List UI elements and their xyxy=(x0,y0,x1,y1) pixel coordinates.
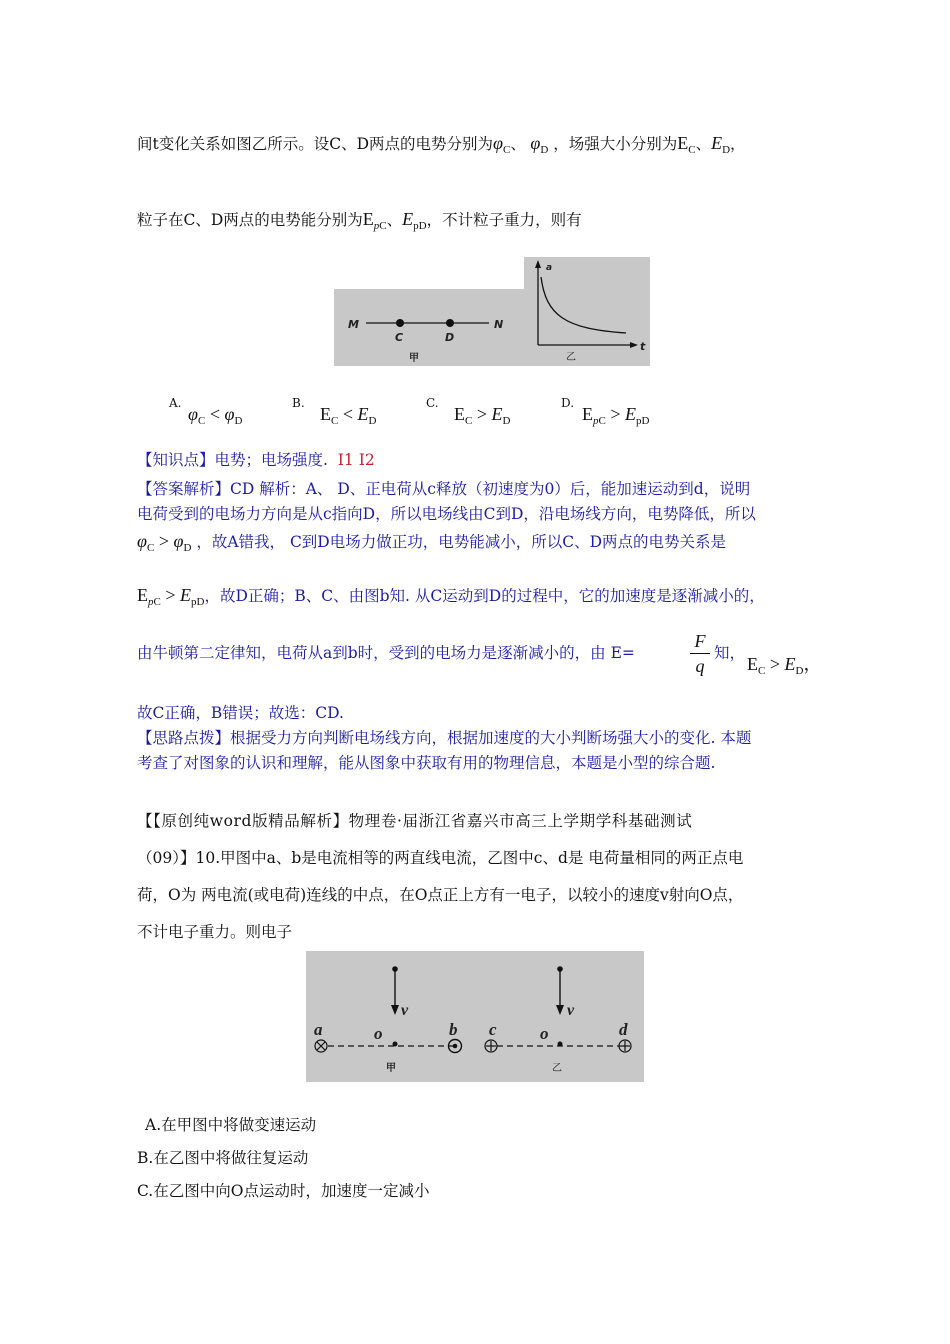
hint-line-1: 【思路点拨】根据受力方向判断电场线方向，根据加速度的大小判断场强大小的变化. 本题 xyxy=(137,729,752,747)
option-b-label: B. xyxy=(292,396,305,410)
answer-line-5-mid: 知， xyxy=(714,644,746,662)
point-c-dot xyxy=(396,319,404,327)
point-o-jia xyxy=(393,1042,398,1047)
label-a: a xyxy=(314,1020,323,1039)
label-yi: 乙 xyxy=(566,352,576,363)
label-c: C xyxy=(395,331,404,344)
separator: 、 xyxy=(510,135,526,153)
e-c-symbol: $E_C$ xyxy=(677,133,696,156)
hint-line-2: 考查了对图象的认识和理解，能从图象中获取有用的物理信息，本题是小型的综合题. xyxy=(137,754,716,772)
q10-option-c: C.在乙图中向O点运动时，加速度一定减小 xyxy=(137,1182,430,1200)
q10-option-b: B.在乙图中将做往复运动 xyxy=(137,1149,309,1167)
q10-option-a: A.在甲图中将做变速运动 xyxy=(145,1116,317,1134)
option-a-expression: $\varphi_C < \varphi_D$ xyxy=(188,404,243,427)
label-jia: 甲 xyxy=(409,353,419,364)
intro-line-2-text: 粒子在C、D两点的电势能分别为 xyxy=(137,211,363,229)
q10-line-2: （09）】10.甲图中a、b是电流相等的两直线电流，乙图中c、d是 电荷量相同的两正点电 xyxy=(137,849,744,867)
fraction-denominator: q xyxy=(695,656,705,676)
option-d-expression: $E_{pC} > E_{pD}$ xyxy=(582,404,650,427)
q10-line-1: 【【原创纯word版精品解析】物理卷·届浙江省嘉兴市高三上学期学科基础测试 xyxy=(137,812,693,830)
label-d: D xyxy=(445,331,455,344)
label-v-yi: v xyxy=(567,1002,575,1019)
q10-line-4: 不计电子重力。则电子 xyxy=(137,923,293,941)
answer-line-1: 【答案解析】CD 解析：A、 D、正电荷从c释放（初速度为0）后，能加速运动到d，说明 xyxy=(137,480,751,498)
figure-2-background xyxy=(306,951,644,1082)
option-d-label: D. xyxy=(561,396,575,410)
fraction-f-over-q xyxy=(690,631,710,676)
label-n: N xyxy=(494,318,504,331)
answer-line-4-text: ，故D正确；B、C、由图b知. 从C运动到D的过程中，它的加速度是逐渐减小的， xyxy=(204,587,765,605)
ep-c-symbol: $E_{pC}$ xyxy=(362,209,387,232)
option-c-expression: $E_C > E_D$ xyxy=(454,404,511,427)
figure-2 xyxy=(306,951,644,1082)
answer-line-2: 电荷受到的电场力方向是从c指向D，所以电场线由C到D，沿电场线方向，电势降低，所以 xyxy=(137,505,756,523)
label-m: M xyxy=(348,318,359,331)
ep-inequality: $E_{pC} > E_{pD}$ xyxy=(137,585,205,608)
label-v-jia: v xyxy=(401,1002,409,1019)
fraction-numerator: F xyxy=(694,631,706,651)
label-a-axis: a xyxy=(546,263,553,273)
label-o-yi: o xyxy=(540,1024,549,1043)
separator: 、 xyxy=(695,135,712,153)
intro-line-1-mid: ，场强大小分别为 xyxy=(553,135,678,153)
phi-inequality: $\varphi_C > \varphi_D$ xyxy=(137,531,192,554)
fraction-bar xyxy=(690,653,710,654)
ep-d-symbol: $E_{pD}$ xyxy=(402,209,427,232)
label-d-2: d xyxy=(619,1020,628,1039)
q10-line-3: 荷，O为 两电流(或电荷)连线的中点，在O点正上方有一电子，以较小的速度v射向O点， xyxy=(137,886,744,904)
answer-line-3-text: ，故A错我， C到D电场力做正功，电势能减小，所以C、D两点的电势关系是 xyxy=(196,533,727,551)
intro-line-2-end: ，不计粒子重力，则有 xyxy=(426,211,582,229)
knowledge-code: I1 I2 xyxy=(337,451,375,469)
label-yi-2: 乙 xyxy=(552,1063,562,1074)
intro-line-1-text: 间t变化关系如图乙所示。设C、D两点的电势分别为 xyxy=(137,135,494,153)
label-c-2: c xyxy=(489,1020,497,1039)
answer-line-4 xyxy=(137,584,765,608)
answer-line-3 xyxy=(137,530,726,554)
option-c-label: C. xyxy=(426,396,439,410)
point-d-dot xyxy=(446,319,454,327)
phi-c-symbol: $\varphi_C$ xyxy=(493,133,511,156)
figure-yi-background xyxy=(524,257,650,366)
intro-line-2 xyxy=(137,208,582,232)
phi-d-symbol: $\varphi_D$ xyxy=(530,133,549,156)
option-b-expression: $E_C < E_D$ xyxy=(320,404,377,427)
separator: 、 xyxy=(386,211,403,229)
knowledge-point-text: 【知识点】电势；电场强度. xyxy=(137,451,328,469)
option-a-label: A. xyxy=(169,396,182,410)
label-o-jia: o xyxy=(374,1024,383,1043)
comma: ， xyxy=(730,135,746,153)
answer-line-5: 由牛顿第二定律知，电荷从a到b时，受到的电场力是逐渐减小的，由 E= xyxy=(137,644,635,662)
label-b: b xyxy=(449,1020,458,1039)
figure-1 xyxy=(334,257,650,366)
intro-line-1 xyxy=(137,132,746,156)
label-t-axis: t xyxy=(640,340,646,353)
e-inequality: $E_C > E_D$， xyxy=(747,654,822,677)
e-d-symbol: $E_D$ xyxy=(711,133,731,156)
knowledge-point xyxy=(137,448,375,470)
label-jia-2: 甲 xyxy=(386,1063,396,1074)
point-o-yi xyxy=(558,1042,563,1047)
answer-line-6: 故C正确，B错误；故选：CD. xyxy=(137,704,344,722)
